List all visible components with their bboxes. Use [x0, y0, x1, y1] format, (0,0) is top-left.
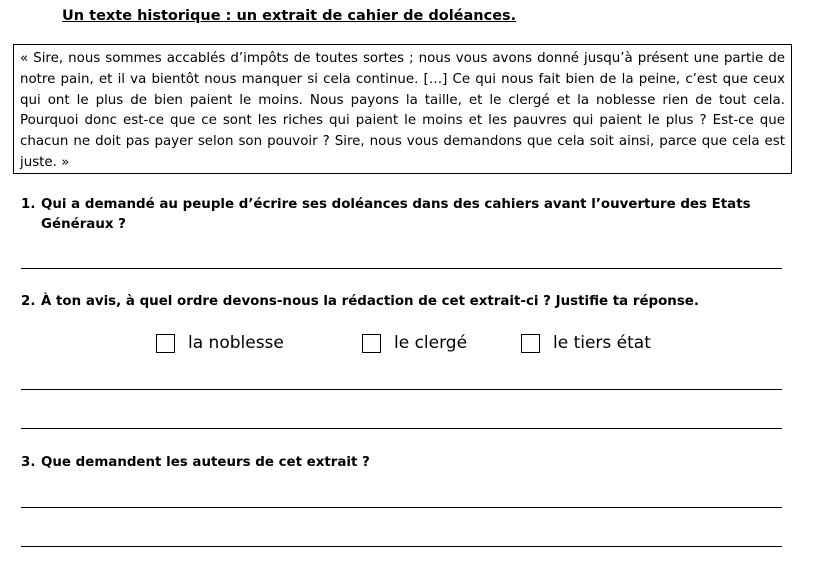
- choice-clerge-label: le clergé: [394, 333, 468, 353]
- choice-tiers-etat-label: le tiers état: [553, 333, 651, 353]
- quote-box: [13, 44, 792, 174]
- question-1-number: 1.: [21, 197, 36, 212]
- checkbox-clerge[interactable]: [362, 334, 381, 353]
- question-1-text-continued: Généraux ?: [41, 217, 126, 232]
- question-3-number: 3.: [21, 455, 36, 470]
- checkbox-noblesse[interactable]: [156, 334, 175, 353]
- answer-line-1[interactable]: [21, 268, 782, 269]
- choice-tiers-etat[interactable]: [521, 333, 651, 353]
- question-3-text: Que demandent les auteurs de cet extrait ?: [41, 455, 370, 470]
- choice-noblesse[interactable]: [156, 333, 284, 353]
- choice-clerge[interactable]: [362, 333, 467, 353]
- document-title: Un texte historique : un extrait de cahier de doléances.: [62, 8, 517, 24]
- answer-line-3b[interactable]: [21, 546, 782, 547]
- question-3: [21, 453, 786, 473]
- quote-text: « Sire, nous sommes accablés d’impôts de toutes sortes ; nous vous avons donné jusqu’à présent une partie de notre pain, et il va bientôt nous manquer si cela continue. […] Ce qui nous fait bien de la peine, c’est que ceux qui ont le plus de bien paient le moins. Nous payons la taille, et le clergé et la noblesse rien de tout cela. Pourquoi donc est-ce que ce sont les riches qui paient le moins et les pauvres qui paient le plus ? Est-ce que chacun ne doit pas payer selon son pouvoir ? Sire, nous vous demandons que cela soit ainsi, parce que cela est juste. »: [20, 51, 785, 170]
- answer-line-3a[interactable]: [21, 507, 782, 508]
- question-2-number: 2.: [21, 294, 36, 309]
- answer-line-2a[interactable]: [21, 389, 782, 390]
- answer-line-2b[interactable]: [21, 428, 782, 429]
- question-2-text: À ton avis, à quel ordre devons-nous la rédaction de cet extrait-ci ? Justifie ta réponse.: [41, 294, 699, 309]
- choice-noblesse-label: la noblesse: [188, 333, 284, 353]
- question-1-text: Qui a demandé au peuple d’écrire ses doléances dans des cahiers avant l’ouverture des Etats: [41, 197, 751, 212]
- question-1: [21, 195, 786, 235]
- order-choices: [0, 333, 821, 357]
- checkbox-tiers-etat[interactable]: [521, 334, 540, 353]
- question-2: [21, 292, 786, 312]
